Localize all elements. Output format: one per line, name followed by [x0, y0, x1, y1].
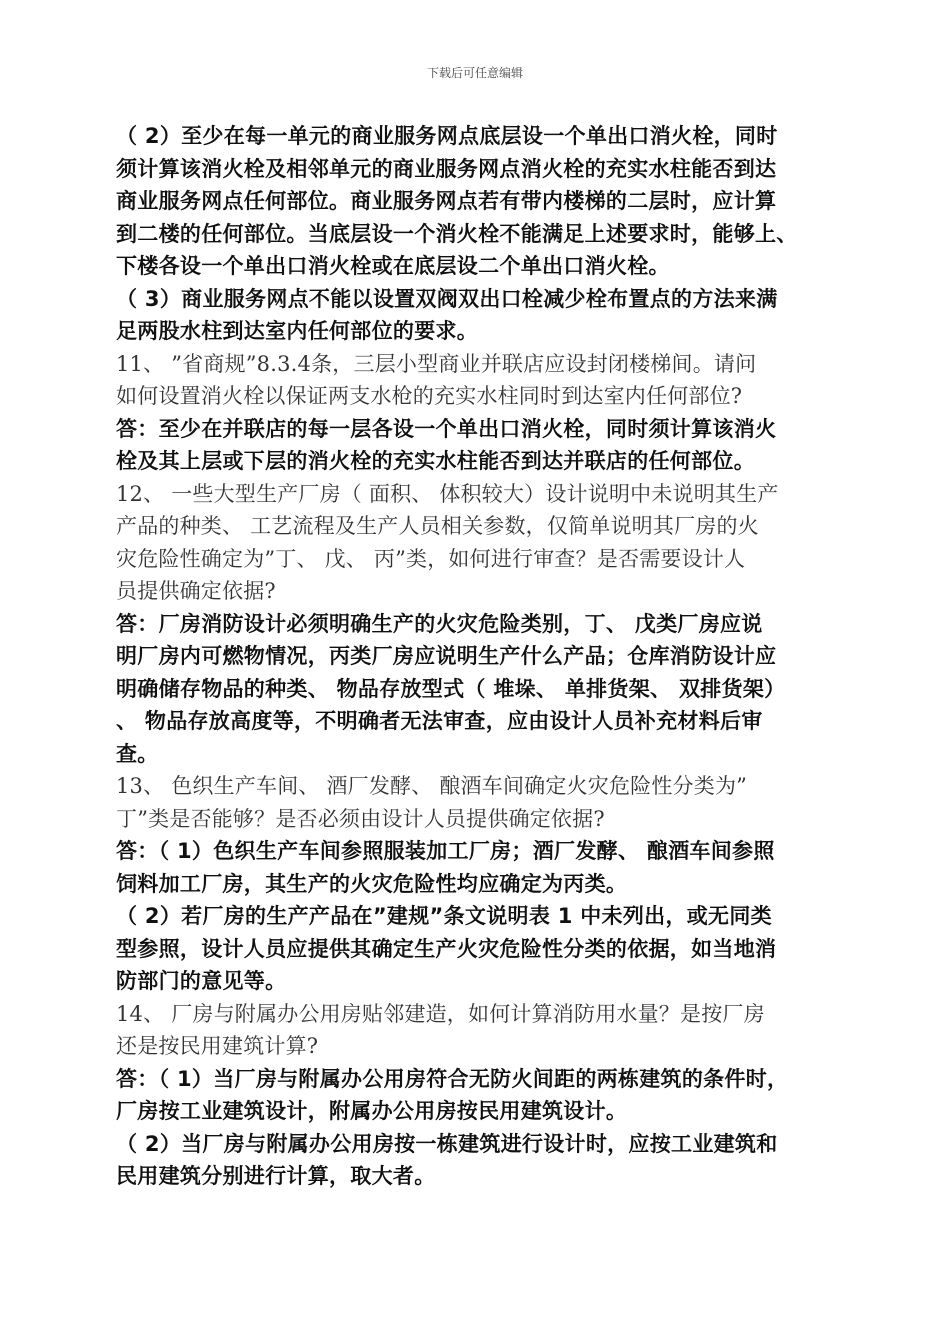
answer-line: 明厂房内可燃物情况，丙类厂房应说明生产什么产品；仓库消防设计应 — [116, 644, 777, 668]
answer-line: 到二楼的任何部位。当底层设一个消火栓不能满足上述要求时，能够上、 — [116, 221, 798, 246]
question-line: 员提供确定依据? — [116, 579, 276, 603]
answer-line: 足两股水柱到达室内任何部位的要求。 — [116, 319, 479, 343]
answer-line: 下楼各设一个单出口消火栓或在底层设二个单出口消火栓。 — [116, 254, 670, 278]
answer-line: 民用建筑分别进行计算，取大者。 — [116, 1164, 436, 1188]
answer-line: 商业服务网点任何部位。商业服务网点若有带内楼梯的二层时，应计算 — [116, 189, 777, 213]
question-line: 13、 色织生产车间、 酒厂发酵、 酿酒车间确定火灾危险性分类为” — [116, 774, 748, 798]
answer-line: 厂房按工业建筑设计，附属办公用房按民用建筑设计。 — [116, 1099, 628, 1123]
answer-line: 栓及其上层或下层的消火栓的充实水柱能否到达并联店的任何部位。 — [116, 449, 755, 473]
answer-line: （ 2）若厂房的生产产品在”建规”条文说明表 1 中未列出，或无同类 — [116, 904, 772, 928]
answer-line: 须计算该消火栓及相邻单元的商业服务网点消火栓的充实水柱能否到达 — [116, 156, 777, 181]
answer-line: 饲料加工厂房，其生产的火灾危险性均应确定为丙类。 — [116, 871, 628, 896]
answer-line: 答：（ 1）色织生产车间参照服装加工厂房；酒厂发酵、 酿酒车间参照 — [116, 839, 775, 863]
question-line: 丁”类是否能够？是否必须由设计人员提供确定依据? — [116, 806, 605, 831]
document-body — [116, 120, 841, 1193]
answer-line: 答：（ 1）当厂房与附属办公用房符合无防火间距的两栋建筑的条件时， — [116, 1066, 789, 1091]
question-line: 灾危险性确定为”丁、 戊、 丙”类，如何进行审查？是否需要设计人 — [116, 546, 746, 571]
answer-line: （ 2）当厂房与附属办公用房按一栋建筑进行设计时，应按工业建筑和 — [116, 1131, 778, 1156]
answer-line: 型参照，设计人员应提供其确定生产火灾危险性分类的依据，如当地消 — [116, 936, 777, 961]
answer-line: 答：至少在并联店的每一层各设一个单出口消火栓，同时须计算该消火 — [116, 416, 777, 441]
question-line: 14、 厂房与附属办公用房贴邻建造，如何计算消防用水量？是按厂房 — [116, 1001, 765, 1026]
question-line: 如何设置消火栓以保证两支水枪的充实水柱同时到达室内任何部位? — [116, 384, 743, 408]
answer-line: 答：厂房消防设计必须明确生产的火灾危险类别，丁、 戊类厂房应说 — [116, 611, 763, 636]
question-line: 11、 ”省商规”8.3.4条，三层小型商业并联店应设封闭楼梯间。请问 — [116, 351, 757, 376]
answer-line: 查。 — [116, 741, 159, 766]
question-line: 产品的种类、 工艺流程及生产人员相关参数，仅简单说明其厂房的火 — [116, 514, 759, 538]
answer-line: （ 3）商业服务网点不能以设置双阀双出口栓减少栓布置点的方法来满 — [116, 286, 778, 311]
answer-line: 、 物品存放高度等，不明确者无法审查，应由设计人员补充材料后审 — [116, 709, 763, 733]
question-line: 12、 一些大型生产厂房（ 面积、 体积较大）设计说明中未说明其生产 — [116, 481, 779, 506]
answer-line: 明确储存物品的种类、 物品存放型式（ 堆垛、 单排货架、 双排货架） — [116, 676, 786, 701]
answer-line: 防部门的意见等。 — [116, 969, 287, 993]
question-line: 还是按民用建筑计算? — [116, 1034, 319, 1058]
page-header: 下载后可任意编辑 — [426, 66, 523, 80]
answer-line: （ 2）至少在每一单元的商业服务网点底层设一个单出口消火栓，同时 — [116, 124, 778, 148]
